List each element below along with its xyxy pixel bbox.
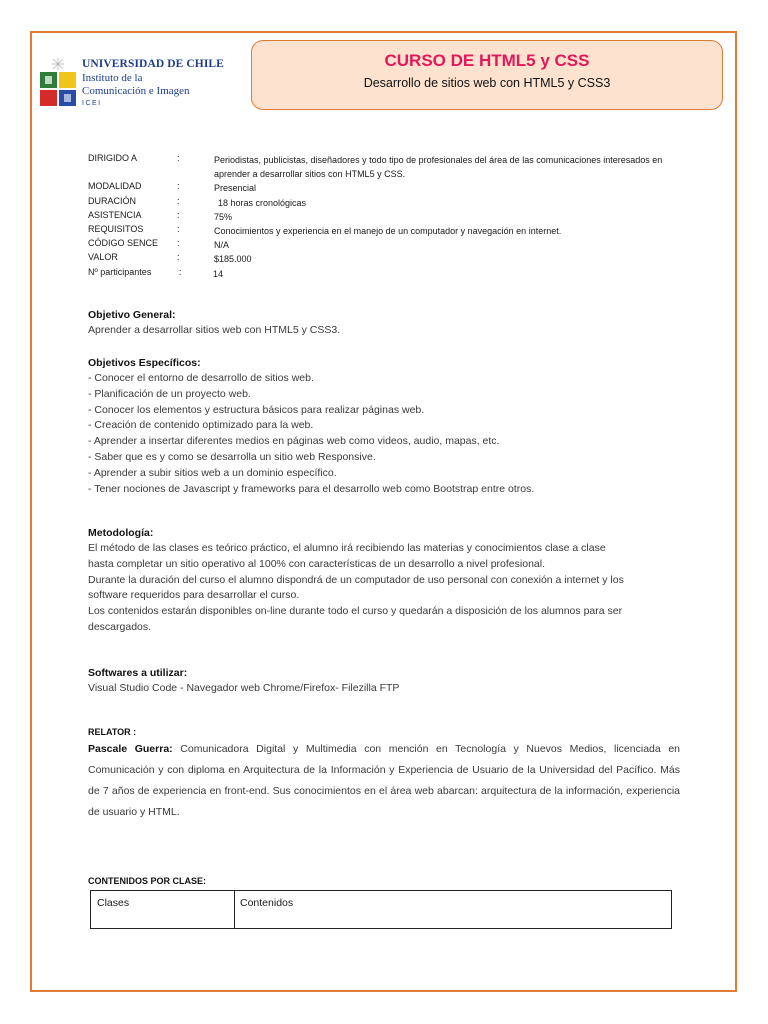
info-label: ASISTENCIA [88, 209, 142, 220]
info-value: Periodistas, publicistas, diseñadores y todo tipo de profesionales del área de las comunicaciones interesados en aprender a desarrollar sitios con HTML5 y CSS. [214, 155, 663, 180]
relator-section [88, 727, 680, 823]
info-label: DIRIGIDO A [88, 153, 138, 163]
info-colon: : [177, 238, 180, 249]
list-item: - Planificación de un proyecto web. [88, 387, 251, 400]
institute-name-line2: Comunicación e Imagen [82, 85, 190, 97]
info-colon: : [179, 266, 182, 277]
section-heading: Softwares a utilizar: [88, 667, 188, 679]
objetivo-general-section [88, 307, 340, 339]
info-value: 75% [214, 211, 233, 222]
relator-bio-text: Comunicadora Digital y Multimedia con mención en Tecnología y Nuevos Medios, licenciada en Comunicación y con diploma en Arquitectura de la Información y Experiencia de Usuario de la Universidad del Pacífico. Más de 7 años de experiencia en front-end. Sus conocimientos en el área web abarcan: arquitectura de la información, experiencia de usuario y HTML. [88, 743, 681, 818]
info-value: Conocimientos y experiencia en el manejo de un computador y navegación en internet. [214, 225, 562, 236]
info-value: Presencial [214, 183, 257, 194]
course-subtitle: Desarrollo de sitios web con HTML5 y CSS3 [363, 76, 611, 90]
course-title: CURSO DE HTML5 y CSS [384, 51, 590, 70]
list-item: - Aprender a insertar diferentes medios en páginas web como videos, audio, mapas, etc. [88, 435, 500, 448]
info-value: 18 horas cronológicas [218, 197, 307, 208]
info-label: DURACIÓN [88, 195, 137, 206]
section-text: Aprender a desarrollar sitios web con HTML5 y CSS3. [88, 324, 341, 336]
course-title-box [251, 40, 723, 110]
text-line: Durante la duración del curso el alumno dispondrá de un computador de uso personal con conexión a internet y los [88, 573, 624, 586]
info-label: MODALIDAD [88, 181, 142, 192]
text-line: El método de las clases es teórico práctico, el alumno irá recibiendo las materias y conocimientos clase a clase [88, 542, 606, 554]
text-line: hasta completar un sitio operativo al 100% con características de un desarrollo a nivel profesional. [88, 557, 546, 570]
table-header-contenidos: Contenidos [240, 897, 294, 909]
info-colon: : [177, 223, 180, 234]
info-colon: : [177, 209, 180, 220]
university-name: UNIVERSIDAD DE CHILE [82, 58, 224, 70]
institute-acronym: ICEI [82, 100, 102, 107]
info-colon: : [177, 153, 180, 163]
text-line: descargados. [88, 620, 152, 633]
info-value: 14 [213, 268, 224, 279]
university-logo [38, 34, 224, 120]
university-emblem-icon [38, 56, 78, 108]
info-colon: : [177, 252, 180, 263]
section-text: Visual Studio Code - Navegador web Chrome/Firefox- Filezilla FTP [88, 682, 400, 694]
list-item: - Creación de contenido optimizado para la web. [88, 419, 314, 432]
contenidos-table [90, 890, 672, 929]
list-item: - Saber que es y como se desarrolla un sitio web Responsive. [88, 450, 376, 463]
metodologia-section [88, 525, 624, 636]
info-label: CÓDIGO SENCE [88, 238, 159, 249]
info-value: N/A [214, 240, 230, 251]
info-label: Nº participantes [88, 266, 152, 277]
institute-name-line1: Instituto de la [82, 72, 143, 84]
relator-name: Pascale Guerra: [88, 743, 173, 755]
table-header-clases: Clases [91, 891, 235, 928]
info-colon: : [177, 181, 180, 192]
list-item: - Aprender a subir sitios web a un dominio específico. [88, 466, 337, 479]
list-item: - Conocer los elementos y estructura básicos para realizar páginas web. [88, 403, 425, 416]
relator-label: RELATOR : [88, 727, 137, 737]
info-label: REQUISITOS [88, 223, 144, 234]
info-colon: : [177, 195, 180, 206]
section-heading: Objetivo General: [88, 309, 176, 321]
section-heading: Metodología: [88, 527, 154, 539]
text-line: Los contenidos estarán disponibles on-line durante todo el curso y quedarán a disposición de los alumnos para ser [88, 605, 623, 618]
relator-bio [88, 739, 680, 823]
info-label: VALOR [88, 252, 118, 263]
softwares-section [88, 665, 399, 697]
list-item: - Tener nociones de Javascript y frameworks para el desarrollo web como Bootstrap entre otros. [88, 482, 535, 495]
list-item: - Conocer el entorno de desarrollo de sitios web. [88, 372, 314, 384]
text-line: software requeridos para desarrollar el curso. [88, 589, 300, 602]
contenidos-label: CONTENIDOS POR CLASE: [88, 876, 207, 886]
objetivos-especificos-section [88, 355, 534, 497]
info-value: $185.000 [214, 254, 252, 265]
section-heading: Objetivos Específicos: [88, 357, 201, 369]
